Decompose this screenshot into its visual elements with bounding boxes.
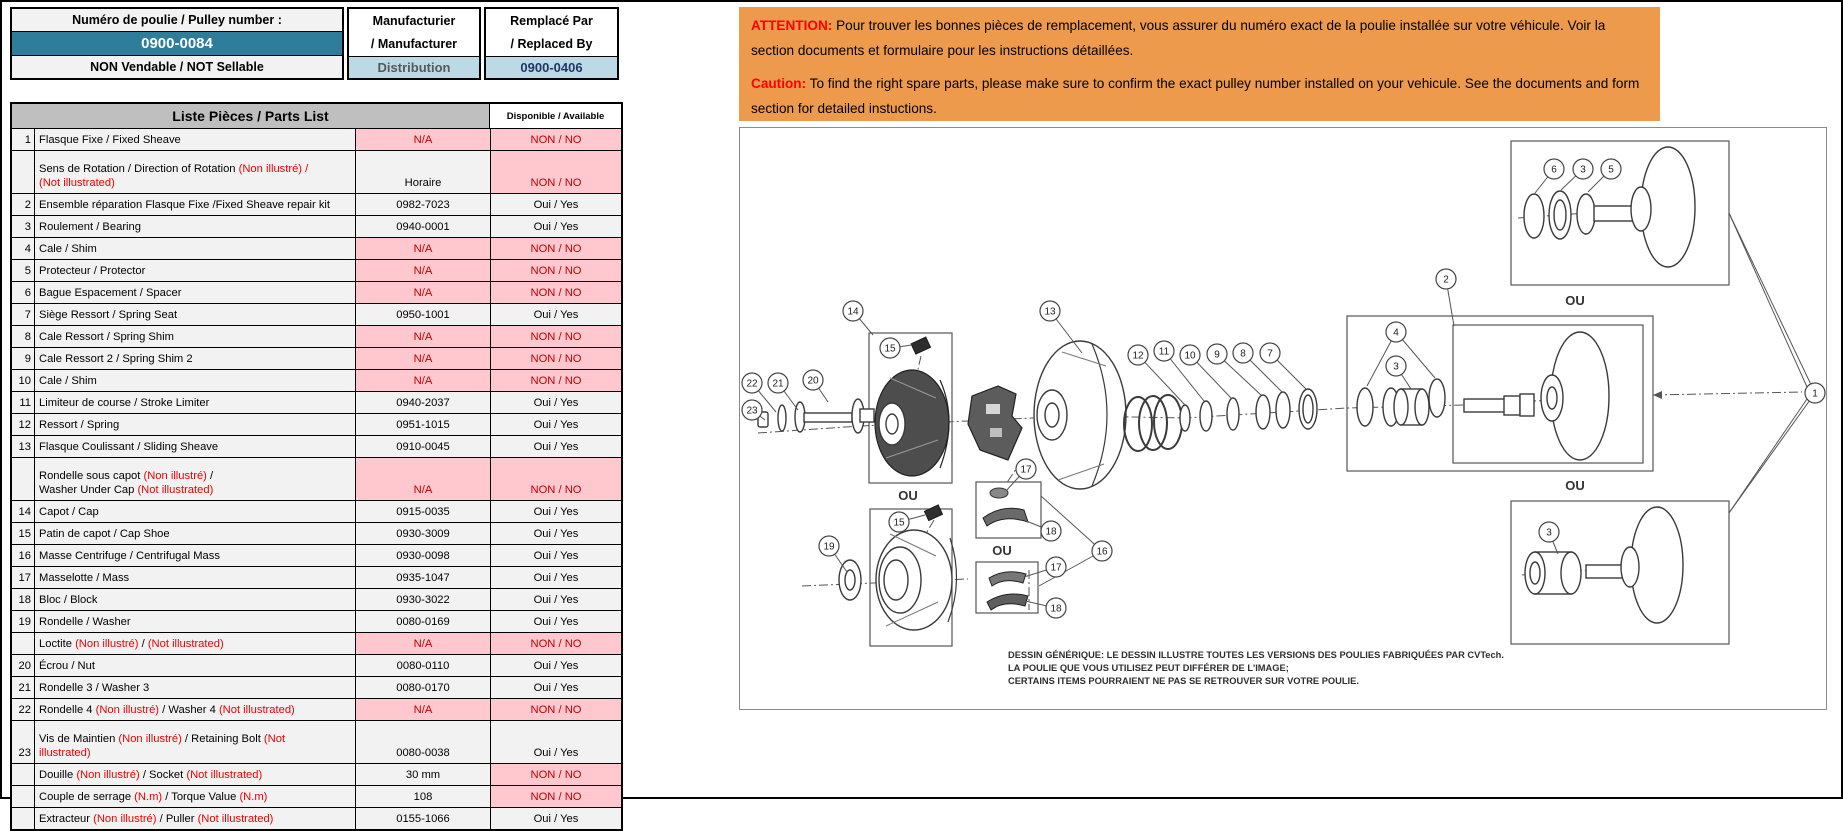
parts-row [12, 500, 621, 522]
parts-row [12, 150, 621, 193]
row-part-number-cell: 0950-1001 [355, 304, 490, 325]
parts-row [12, 763, 621, 785]
row-number-cell: 7 [12, 304, 34, 325]
callout-number-16: 16 [1096, 546, 1108, 558]
shim-spacer-group [1357, 379, 1445, 426]
parts-row [12, 457, 621, 500]
row-number-cell [12, 808, 34, 829]
row-number-cell: 18 [12, 589, 34, 610]
row-number-cell: 13 [12, 436, 34, 457]
replaced-by-column [484, 7, 619, 80]
row-description-cell: Bloc / Block [34, 589, 355, 610]
parts-row [12, 720, 621, 763]
row-part-number-cell: 0080-0170 [355, 677, 490, 698]
row-number-cell: 2 [12, 194, 34, 215]
row-part-number-cell: 0155-1066 [355, 808, 490, 829]
row-number-cell: 22 [12, 699, 34, 720]
parts-row [12, 566, 621, 588]
row-availability-cell: NON / NO [490, 238, 621, 259]
row-availability-cell: NON / NO [490, 370, 621, 391]
parts-row [12, 676, 621, 698]
callout-number-1: 1 [1812, 388, 1818, 400]
row-part-number-cell: 0080-0110 [355, 655, 490, 676]
pulley-header-table [10, 7, 619, 80]
sliding-sheave-part [1034, 341, 1126, 489]
callout-number-9: 9 [1214, 349, 1220, 361]
row-number-cell: 10 [12, 370, 34, 391]
parts-row [12, 347, 621, 369]
pulley-exploded-diagram [740, 128, 1826, 709]
generic-drawing-note [1008, 650, 1504, 686]
parts-row [12, 237, 621, 259]
ou-label: OU [1565, 293, 1585, 308]
row-number-cell: 1 [12, 129, 34, 150]
row-description-cell: Sens de Rotation / Direction of Rotation (Non illustré) / (Not illustrated) [34, 151, 355, 193]
parts-rows [12, 128, 621, 829]
row-number-cell: 8 [12, 326, 34, 347]
callout-number-11: 11 [1158, 346, 1170, 358]
parts-row [12, 610, 621, 632]
attention-fr-label: ATTENTION: [751, 18, 833, 33]
callout-number-15: 15 [893, 517, 905, 529]
parts-row [12, 588, 621, 610]
row-part-number-cell: 0930-3009 [355, 523, 490, 544]
row-part-number-cell: N/A [355, 348, 490, 369]
callout-number-3: 3 [1393, 361, 1399, 373]
row-number-cell [12, 786, 34, 807]
row-number-cell: 12 [12, 414, 34, 435]
manufacturer-label-fr: Manufacturier [349, 9, 479, 32]
row-availability-cell: Oui / Yes [490, 721, 621, 763]
row-availability-cell: Oui / Yes [490, 414, 621, 435]
row-number-cell: 3 [12, 216, 34, 237]
row-number-cell [12, 458, 34, 500]
row-availability-cell: Oui / Yes [490, 392, 621, 413]
callout-number-15: 15 [884, 343, 896, 355]
row-description-cell: Cale Ressort 2 / Spring Shim 2 [34, 348, 355, 369]
row-part-number-cell: N/A [355, 129, 490, 150]
parts-row [12, 325, 621, 347]
row-availability-cell: Oui / Yes [490, 304, 621, 325]
row-availability-cell: Oui / Yes [490, 501, 621, 522]
fixed-sheave-main [1464, 332, 1609, 460]
parts-row [12, 785, 621, 807]
note-line: CERTAINS ITEMS POURRAIENT NE PAS SE RETROUVER SUR VOTRE POULIE. [1008, 676, 1359, 686]
callout-number-17: 17 [1020, 464, 1032, 476]
row-number-cell [12, 764, 34, 785]
parts-row [12, 193, 621, 215]
cap-part-1 [875, 337, 949, 476]
callout-number-10: 10 [1184, 350, 1196, 362]
row-availability-cell: NON / NO [490, 260, 621, 281]
note-line: DESSIN GÉNÉRIQUE: LE DESSIN ILLUSTRE TOUTES LES VERSIONS DES POULIES FABRIQUÉES PAR CVTech. [1008, 650, 1504, 660]
row-description-cell: Bague Espacement / Spacer [34, 282, 355, 303]
diagram-parts [758, 147, 1807, 630]
row-part-number-cell: 108 [355, 786, 490, 807]
row-description-cell: Douille (Non illustré) / Socket (Not illustrated) [34, 764, 355, 785]
row-number-cell [12, 151, 34, 193]
parts-row [12, 413, 621, 435]
row-availability-cell: NON / NO [490, 764, 621, 785]
row-part-number-cell: 0951-1015 [355, 414, 490, 435]
washer-stack [1180, 389, 1317, 431]
row-description-cell: Cale / Shim [34, 370, 355, 391]
callout-number-22: 22 [746, 378, 758, 390]
row-part-number-cell: 0940-0001 [355, 216, 490, 237]
row-number-cell: 19 [12, 611, 34, 632]
row-description-cell: Rondelle 3 / Washer 3 [34, 677, 355, 698]
row-part-number-cell: 0940-2037 [355, 392, 490, 413]
ou-label: OU [1565, 478, 1585, 493]
row-description-cell: Siège Ressort / Spring Seat [34, 304, 355, 325]
callout-number-6: 6 [1551, 164, 1557, 176]
parts-row [12, 807, 621, 829]
row-availability-cell: NON / NO [490, 282, 621, 303]
row-part-number-cell: N/A [355, 238, 490, 259]
row-description-cell: Loctite (Non illustré) / (Not illustrated) [34, 633, 355, 654]
parts-row [12, 435, 621, 457]
bolt-assembly [758, 399, 874, 433]
parts-row [12, 698, 621, 720]
row-availability-cell: Oui / Yes [490, 523, 621, 544]
row-availability-cell: Oui / Yes [490, 611, 621, 632]
row-availability-cell: Oui / Yes [490, 589, 621, 610]
parts-row [12, 544, 621, 566]
centrifugal-mass-part [968, 386, 1022, 460]
row-description-cell: Flasque Fixe / Fixed Sheave [34, 129, 355, 150]
parts-row [12, 128, 621, 150]
row-number-cell: 23 [12, 721, 34, 763]
row-part-number-cell: N/A [355, 326, 490, 347]
row-description-cell: Cale / Shim [34, 238, 355, 259]
row-availability-cell: NON / NO [490, 326, 621, 347]
row-description-cell: Flasque Coulissant / Sliding Sheave [34, 436, 355, 457]
row-availability-cell: NON / NO [490, 129, 621, 150]
row-availability-cell: Oui / Yes [490, 655, 621, 676]
row-number-cell: 5 [12, 260, 34, 281]
row-part-number-cell: 0930-3022 [355, 589, 490, 610]
parts-row [12, 654, 621, 676]
row-part-number-cell: 0915-0035 [355, 501, 490, 522]
manufacturer-value: Distribution [349, 56, 479, 78]
callout-number-18: 18 [1050, 603, 1062, 615]
row-number-cell [12, 633, 34, 654]
parts-row [12, 215, 621, 237]
row-description-cell: Masselotte / Mass [34, 567, 355, 588]
callout-number-14: 14 [847, 306, 859, 318]
callout-number-20: 20 [807, 375, 819, 387]
row-number-cell: 15 [12, 523, 34, 544]
parts-list-header [12, 104, 621, 128]
row-availability-cell: Oui / Yes [490, 567, 621, 588]
row-availability-cell: Oui / Yes [490, 808, 621, 829]
row-description-cell: Ressort / Spring [34, 414, 355, 435]
row-number-cell: 9 [12, 348, 34, 369]
row-number-cell: 17 [12, 567, 34, 588]
pulley-number-label: Numéro de poulie / Pulley number : [12, 9, 342, 31]
row-part-number-cell: N/A [355, 282, 490, 303]
row-part-number-cell: Horaire [355, 151, 490, 193]
row-description-cell: Vis de Maintien (Non illustré) / Retaining Bolt (Not illustrated) [34, 721, 355, 763]
manufacturer-label-en: / Manufacturer [349, 32, 479, 56]
sellable-status: NON Vendable / NOT Sellable [12, 56, 342, 78]
row-part-number-cell: 0080-0038 [355, 721, 490, 763]
row-part-number-cell: 0910-0045 [355, 436, 490, 457]
cap-shoe-part-2 [925, 505, 943, 520]
parts-row [12, 369, 621, 391]
row-description-cell: Masse Centrifuge / Centrifugal Mass [34, 545, 355, 566]
callout-number-3: 3 [1580, 164, 1586, 176]
row-availability-cell: NON / NO [490, 151, 621, 193]
parts-row [12, 522, 621, 544]
row-availability-cell: Oui / Yes [490, 436, 621, 457]
callout-number-3: 3 [1546, 527, 1552, 539]
row-availability-cell: Oui / Yes [490, 216, 621, 237]
row-description-cell: Extracteur (Non illustré) / Puller (Not illustrated) [34, 808, 355, 829]
pulley-number-value: 0900-0084 [12, 31, 342, 56]
callout-leader-line [1729, 213, 1815, 393]
row-description-cell: Patin de capot / Cap Shoe [34, 523, 355, 544]
row-part-number-cell: 30 mm [355, 764, 490, 785]
callout-number-2: 2 [1443, 274, 1449, 286]
row-availability-cell: Oui / Yes [490, 677, 621, 698]
row-availability-cell: NON / NO [490, 699, 621, 720]
row-number-cell: 20 [12, 655, 34, 676]
row-part-number-cell: N/A [355, 458, 490, 500]
callout-number-23: 23 [746, 405, 758, 417]
parts-row [12, 303, 621, 325]
attention-fr-text: Pour trouver les bonnes pièces de remplacement, vous assurer du numéro exact de la poulie installée sur votre véhicule. Voir la section documents et formulaire pour les instructions détaillées. [751, 18, 1606, 58]
row-number-cell: 14 [12, 501, 34, 522]
row-description-cell: Ensemble réparation Flasque Fixe /Fixed Sheave repair kit [34, 194, 355, 215]
row-description-cell: Rondelle sous capot (Non illustré) / Washer Under Cap (Not illustrated) [34, 458, 355, 500]
callout-number-7: 7 [1267, 348, 1273, 360]
row-availability-cell: NON / NO [490, 458, 621, 500]
row-number-cell: 4 [12, 238, 34, 259]
callout-number-5: 5 [1608, 164, 1614, 176]
ou-label: OU [898, 488, 918, 503]
callout-leader-line [1729, 393, 1815, 513]
note-line: LA POULIE QUE VOUS UTILISEZ PEUT DIFFÉRER DE L'IMAGE; [1008, 663, 1289, 673]
callout-number-18: 18 [1045, 526, 1057, 538]
parts-row [12, 632, 621, 654]
row-part-number-cell: N/A [355, 370, 490, 391]
row-number-cell: 21 [12, 677, 34, 698]
available-column-header: Disponible / Available [490, 104, 621, 128]
attention-en-text: To find the right spare parts, please make sure to confirm the exact pulley number installed on your vehicule. See the documents and form section for detailed instuctions. [751, 76, 1640, 117]
row-availability-cell: NON / NO [490, 348, 621, 369]
row-description-cell: Rondelle 4 (Non illustré) / Washer 4 (Not illustrated) [34, 699, 355, 720]
row-number-cell: 11 [12, 392, 34, 413]
row-number-cell: 16 [12, 545, 34, 566]
row-description-cell: Protecteur / Protector [34, 260, 355, 281]
callout-number-4: 4 [1393, 327, 1399, 339]
row-availability-cell: NON / NO [490, 633, 621, 654]
callout-number-13: 13 [1044, 306, 1056, 318]
row-part-number-cell: 0935-1047 [355, 567, 490, 588]
parts-list-table [10, 102, 623, 831]
ou-label: OU [992, 543, 1012, 558]
attention-en [751, 72, 1648, 121]
row-description-cell: Rondelle / Washer [34, 611, 355, 632]
row-description-cell: Roulement / Bearing [34, 216, 355, 237]
row-description-cell: Cale Ressort / Spring Shim [34, 326, 355, 347]
attention-box [739, 7, 1660, 121]
row-description-cell: Limiteur de course / Stroke Limiter [34, 392, 355, 413]
callout-number-21: 21 [772, 378, 784, 390]
row-part-number-cell: 0982-7023 [355, 194, 490, 215]
row-part-number-cell: 0930-0098 [355, 545, 490, 566]
attention-fr [751, 14, 1648, 63]
callout-number-19: 19 [823, 541, 835, 553]
callout-number-12: 12 [1132, 350, 1144, 362]
row-part-number-cell: N/A [355, 633, 490, 654]
row-description-cell: Couple de serrage (N.m) / Torque Value (N.m) [34, 786, 355, 807]
attention-en-label: Caution: [751, 76, 807, 92]
replaced-by-label-en: / Replaced By [486, 32, 617, 56]
row-part-number-cell: N/A [355, 260, 490, 281]
manufacturer-column [347, 7, 481, 80]
pulley-id-column [10, 7, 344, 80]
parts-row [12, 391, 621, 413]
row-description-cell: Écrou / Nut [34, 655, 355, 676]
row-availability-cell: NON / NO [490, 786, 621, 807]
callout-number-8: 8 [1240, 348, 1246, 360]
replaced-by-label-fr: Remplacé Par [486, 9, 617, 32]
diagram-panel [739, 127, 1827, 710]
callout-number-17: 17 [1050, 562, 1062, 574]
row-part-number-cell: N/A [355, 699, 490, 720]
replaced-by-value: 0900-0406 [486, 56, 617, 78]
row-availability-cell: Oui / Yes [490, 194, 621, 215]
spring-part [1124, 395, 1182, 451]
parts-row [12, 259, 621, 281]
parts-list-title: Liste Pièces / Parts List [12, 104, 490, 128]
row-availability-cell: Oui / Yes [490, 545, 621, 566]
cap-shoe-part-1 [911, 337, 930, 354]
row-number-cell: 6 [12, 282, 34, 303]
row-part-number-cell: 0080-0169 [355, 611, 490, 632]
row-description-cell: Capot / Cap [34, 501, 355, 522]
parts-row [12, 281, 621, 303]
